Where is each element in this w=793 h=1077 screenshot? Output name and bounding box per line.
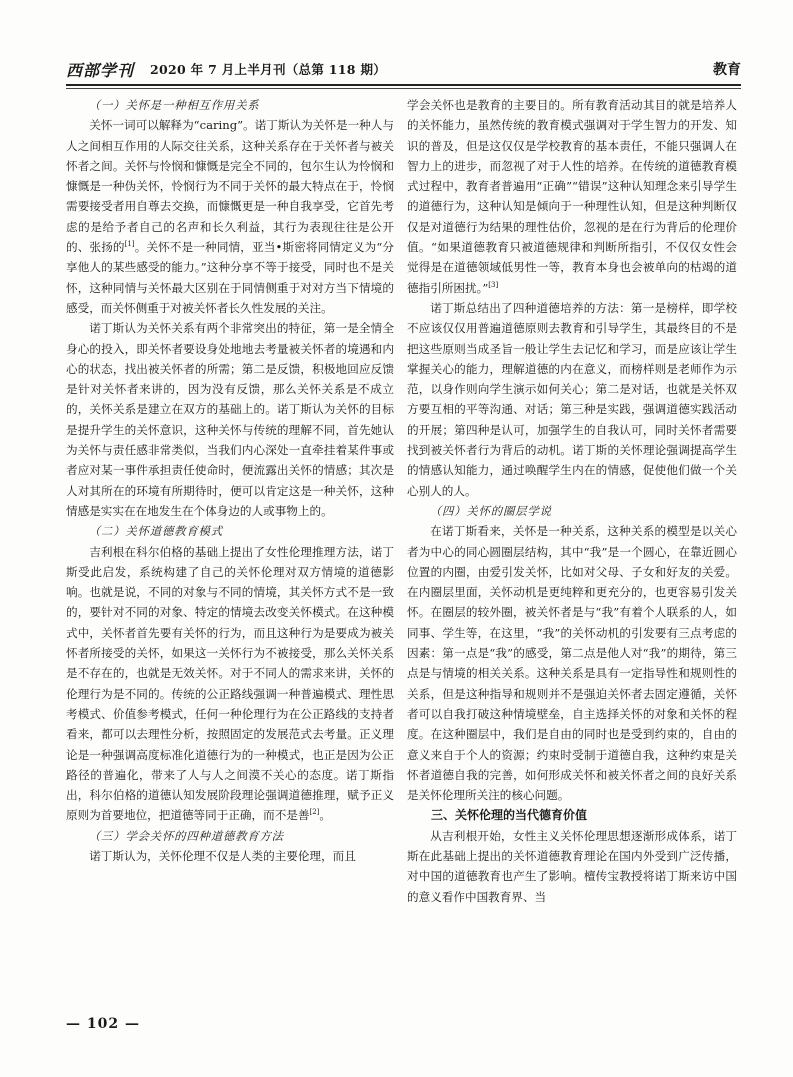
paragraph: 从吉利根开始，女性主义关怀伦理思想逐渐形成体系，诺丁斯在此基础上提出的关怀道德教育理论在国内外受到广泛传播，对中国的道德教育也产生了影响。檀传宝教授将诺丁斯来访中国的意义看作中国教育界、当 xyxy=(407,828,737,904)
citation-ref: [2] xyxy=(309,808,320,817)
paragraph-text: 学会关怀也是教育的主要目的。所有教育活动其目的就是培养人的关怀能力，虽然传统的教育模式强调对于学生智力的开发、知识的普及，但是这仅仅是学校教育的基本责任，不能只强调人在智力上的进步，而忽视了对于人性的培养。在传统的道德教育模式过程中，教育者普遍用“正确”“错误”这种认知理念来引导学生的道德行为，这种认知是倾向于一种理性认知，但是这种判断仅仅是对道德行为结果的理性估价，忽视的是在行为背后的伦理价值。“如果道德教育只被道德规律和判断所指引，不仅仅女性会觉得是在道德领域低男性一等，教育本身也会被单向的枯竭的道德指引所困扰。” xyxy=(407,98,737,295)
left-column xyxy=(66,95,394,866)
subsection-heading-3: （三）学会关怀的四种道德教育方法 xyxy=(88,828,284,843)
paragraph-text: 。 xyxy=(319,808,332,823)
citation-ref: [1] xyxy=(124,240,135,249)
paragraph xyxy=(66,542,394,826)
header-rule xyxy=(66,84,741,86)
issue-info: 2020 年 7 月上半月刊（总第 118 期） xyxy=(150,62,387,77)
section-heading: 三、关怀伦理的当代德育价值 xyxy=(431,808,588,823)
subsection-heading-4: （四）关怀的圈层学说 xyxy=(429,503,552,518)
paragraph: 诺丁斯总结出了四种道德培养的方法：第一是榜样，即学校不应该仅仅用普遍道德原则去教育和引导学生，其最终目的不是把这些原则当成圣旨一般让学生去记忆和学习，而是应该让学生掌握关心的能力，理解道德的内在意义，而榜样则是老师作为示范，以身作则向学生演示如何关心；第二是对话，也就是关怀双方要互相的平等沟通、对话；第三种是实践，强调道德实践活动的开展；第四种是认可，加强学生的自我认可，同时关怀者需要找到被关怀者行为背后的动机。诺丁斯的关怀理论强调提高学生的情感认知能力，通过唤醒学生内在的情感，促使他们做一个关心别人的人。 xyxy=(407,300,737,498)
paragraph-text: 。关怀不是一种同情，亚当•斯密将同情定义为“分享他人的某些感受的能力。”这种分享不等于接受，同时也不是关怀，这种同情与关怀最大区别在于同情侧重于对对方当下情境的感受，而关怀侧重于对被关怀者长久性发展的关注。 xyxy=(66,240,394,315)
section-name: 教育 xyxy=(713,62,741,78)
citation-ref: [3] xyxy=(488,280,499,289)
paragraph: 在诺丁斯看来，关怀是一种关系，这种关系的模型是以关心者为中心的同心圆圈层结构，其中“我”是一个圆心，在靠近圆心位置的内圈，由爱引发关怀，比如对父母、子女和好友的关爱。在内圈层里面，关怀动机是更纯粹和更充分的，也更容易引发关怀。在圈层的较外圈，被关怀者是与“我”有着个人联系的人，如同事、学生等，在这里，“我”的关怀动机的引发要有三点考虑的因素：第一点是“我”的感受，第二点是他人对“我”的期待，第三点是与情境的相关关系。这种关系是具有一定指导性和规则性的关系，但是这种指导和规则并不是强迫关怀者去固定遵循，关怀者可以自我打破这种情境壁垒，自主选择关怀的对象和关怀的程度。在这种圈层中，我们是自由的同时也是受到约束的，自由的意义来自于个人的资源；约束时受制于道德自我，这种约束是关怀者道德自我的完善，如何形成关怀和被关怀者之间的良好关系是关怀伦理所关注的核心问题。 xyxy=(407,524,737,803)
paragraph-text: 吉利根在科尔伯格的基础上提出了女性伦理推理方法，诺丁斯受此启发，系统构建了自己的关怀伦理对双方情境的道德影响。也就是说，不同的对象与不同的情境，其关怀方式不是一致的，要针对不同的对象、特定的情境去改变关怀模式。在这种模式中，关怀者首先要有关怀的行为，而且这种行为是要成为被关怀者所接受的关怀，如果这一关怀行为不被接受，那么关怀关系是不存在的，也就是无效关怀。对于不同人的需求来讲，关怀的伦理行为是不同的。传统的公正路线强调一种普遍模式、理性思考模式、价值参考模式，任何一种伦理行为在公正路线的支持者看来，都可以去理性分析，按照固定的发展范式去考量。正义理论是一种强调高度标准化道德行为的一种模式，也正是因为公正路径的普遍化，带来了人与人之间漠不关心的态度。诺丁斯指出，科尔伯格的道德认知发展阶段理论强调道德推理，赋予正义原则为首要地位，把道德等同于正确，而不是善 xyxy=(66,544,394,823)
paragraph: 诺丁斯认为关怀关系有两个非常突出的特征，第一是全情全身心的投入，即关怀者要设身处地地去考量被关怀者的境遇和内心的状态，找出被关怀者的所需；第二是反馈，积极地回应反馈是针对关怀者来讲的，因为没有反馈，那么关怀关系是不成立的，关怀关系是建立在双方的基础上的。诺丁斯认为关怀的目标是提升学生的关怀意识，这种关怀与传统的理解不同，首先她认为关怀与责任感非常类似，当我们内心深处一直牵挂着某件事或者应对某一事件承担责任使命时，便流露出关怀的情感；其次是人对其所在的环境有所期待时，便可以肯定这是一种关怀，这种情感是实实在在地发生在个体身边的人或事物上的。 xyxy=(66,321,394,518)
page-header xyxy=(66,58,741,82)
paragraph xyxy=(66,115,394,318)
right-column xyxy=(407,95,737,907)
paragraph-continued xyxy=(407,95,737,298)
subsection-heading-1: （一）关怀是一种相互作用关系 xyxy=(88,98,260,112)
header-rule-thin xyxy=(66,88,741,89)
paragraph-text: 关怀一词可以解释为“caring”。诺丁斯认为关怀是一种人与人之间相互作用的人际交往关系，这种关系存在于关怀者与被关怀者之间。关怀与怜悯和慷慨是完全不同的，包尔生认为怜悯和慷慨是一种伪关怀，怜悯行为不同于关怀的最大特点在于，怜悯需要接受者用自尊去交换，而慷慨更是一种自我享受，它首先考虑的是给予者自己的名声和长久利益，其行为表现往往是公开的、张扬的 xyxy=(66,118,394,255)
subsection-heading-2: （二）关怀道德教育模式 xyxy=(88,524,223,539)
paragraph: 诺丁斯认为，关怀伦理不仅是人类的主要伦理，而且 xyxy=(89,848,356,863)
journal-logo: 西部学刊 xyxy=(66,61,135,80)
page-number: — 102 — xyxy=(66,1016,140,1032)
